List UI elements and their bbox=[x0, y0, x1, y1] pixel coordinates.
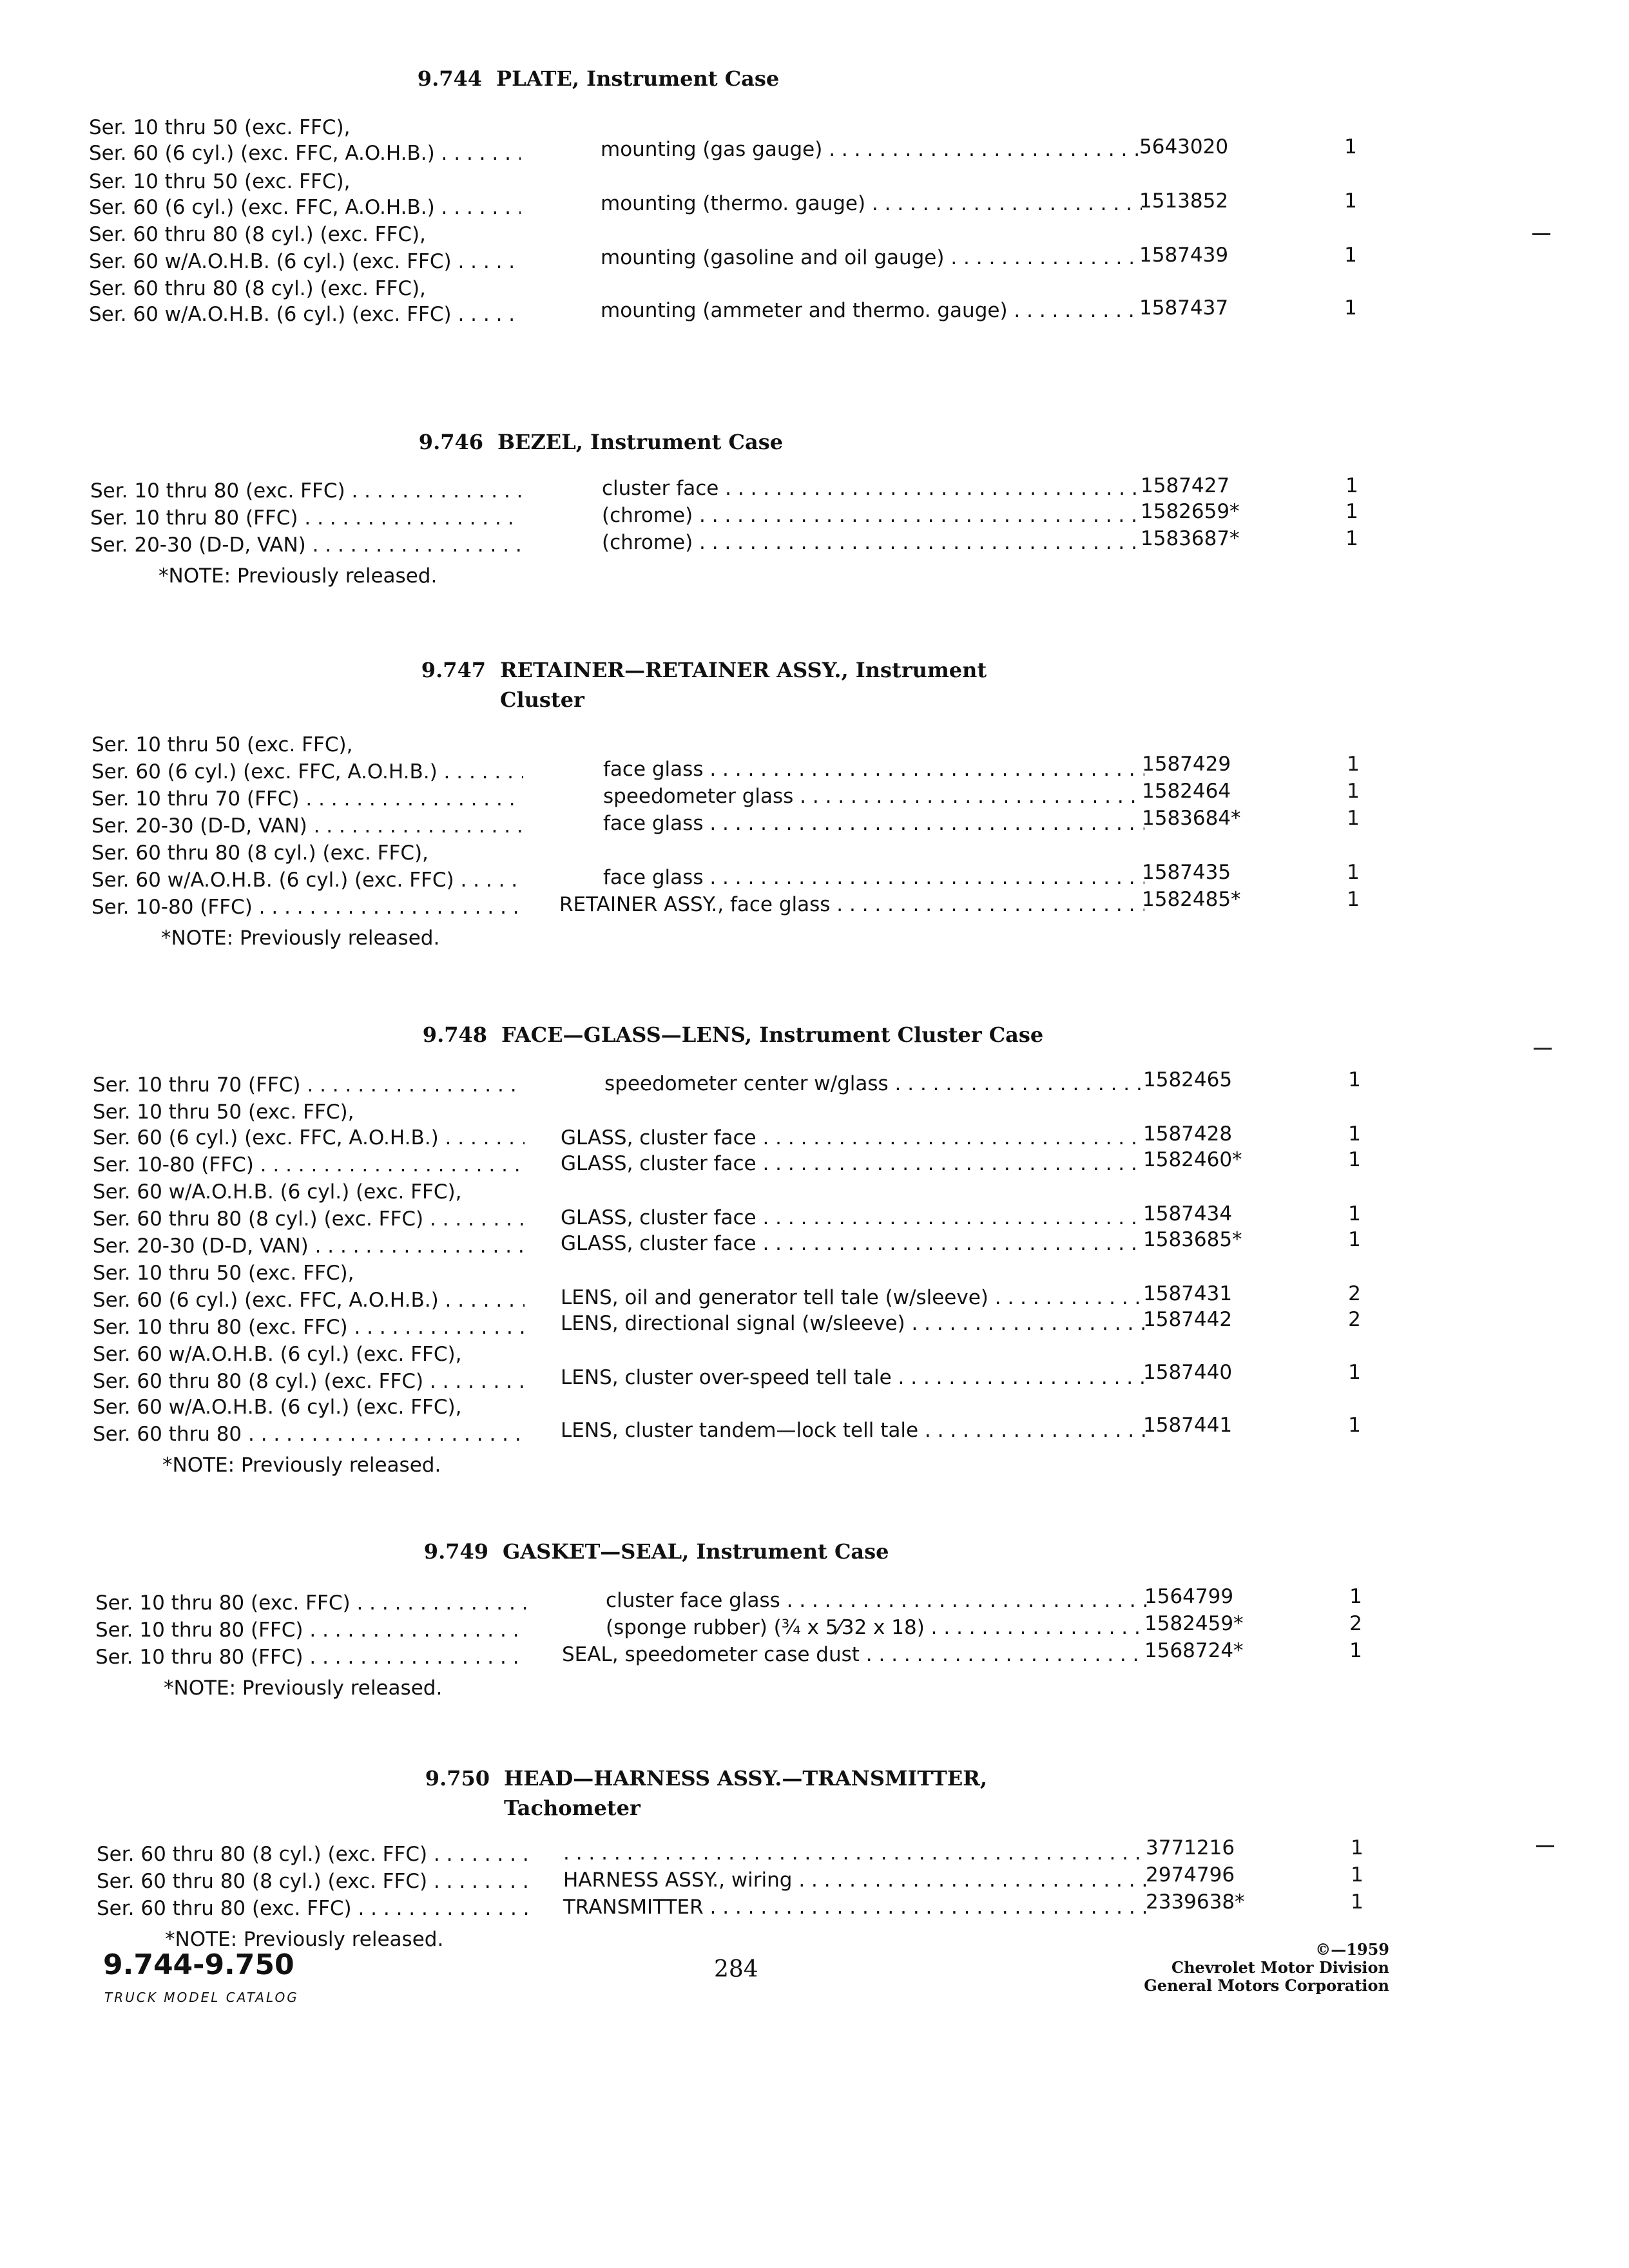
applicability-line: Ser. 10 thru 80 (exc. FFC) . . . bbox=[93, 1314, 525, 1340]
part-quantity: 1 bbox=[1344, 296, 1357, 320]
footnote: *NOTE: Previously released. bbox=[165, 1928, 444, 1951]
part-number: 2974796 bbox=[1146, 1863, 1235, 1887]
part-quantity: 1 bbox=[1349, 1585, 1362, 1608]
part-number: 2339638* bbox=[1146, 1890, 1245, 1914]
part-number: 1587442 bbox=[1143, 1308, 1233, 1331]
part-number: 3771216 bbox=[1146, 1836, 1235, 1860]
part-description: (sponge rubber) (¾ x 5⁄32 x 18) . . . bbox=[606, 1615, 1147, 1640]
applicability-line: Ser. 60 (6 cyl.) (exc. FFC, A.O.H.B.) . . . bbox=[89, 140, 521, 166]
applicability-line: Ser. 10 thru 80 (FFC) . . . bbox=[95, 1617, 527, 1643]
copyright: ©—1959 bbox=[1315, 1940, 1389, 1959]
part-description bbox=[563, 1840, 1148, 1866]
part-description: face glass . . . bbox=[603, 811, 1144, 836]
section-title: RETAINER—RETAINER ASSY., Instrument bbox=[500, 658, 987, 682]
corporation-name: General Motors Corporation bbox=[1144, 1976, 1389, 1995]
applicability-line: Ser. 60 (6 cyl.) (exc. FFC, A.O.H.B.) . . . bbox=[93, 1287, 525, 1313]
applicability-line: Ser. 10-80 (FFC) . . . bbox=[92, 894, 523, 920]
part-quantity: 1 bbox=[1348, 1361, 1361, 1384]
section-number: 9.746 bbox=[418, 430, 483, 454]
part-number: 1587441 bbox=[1143, 1414, 1233, 1437]
applicability-line: Ser. 60 thru 80 (8 cyl.) (exc. FFC), bbox=[89, 277, 426, 300]
part-number: 1582465 bbox=[1143, 1068, 1233, 1091]
part-description: mounting (ammeter and thermo. gauge) . . . bbox=[601, 298, 1142, 323]
part-quantity: 1 bbox=[1345, 500, 1358, 523]
part-description: (chrome) . . . bbox=[602, 530, 1143, 555]
applicability-line: Ser. 60 thru 80 . . . bbox=[93, 1421, 525, 1447]
part-number: 1587439 bbox=[1139, 244, 1229, 267]
section-title: BEZEL, Instrument Case bbox=[497, 430, 784, 454]
applicability-line: Ser. 60 w/A.O.H.B. (6 cyl.) (exc. FFC) . . . bbox=[89, 302, 521, 327]
part-number: 1568724* bbox=[1144, 1639, 1244, 1662]
applicability-line: Ser. 10 thru 70 (FFC) . . . bbox=[93, 1072, 525, 1098]
part-description: GLASS, cluster face . . . bbox=[561, 1205, 1146, 1231]
applicability-line: Ser. 10-80 (FFC) . . . bbox=[93, 1152, 525, 1178]
part-description: cluster face glass . . . bbox=[606, 1588, 1147, 1613]
part-quantity: 1 bbox=[1344, 135, 1357, 159]
applicability-line: Ser. 10 thru 50 (exc. FFC), bbox=[89, 116, 351, 139]
part-description: GLASS, cluster face . . . bbox=[561, 1231, 1146, 1256]
part-quantity: 2 bbox=[1349, 1612, 1362, 1635]
applicability-line: Ser. 60 thru 80 (8 cyl.) (exc. FFC) . . . bbox=[97, 1841, 528, 1867]
applicability-line: Ser. 10 thru 80 (FFC) . . . bbox=[90, 505, 522, 531]
part-quantity: 1 bbox=[1349, 1639, 1362, 1662]
section-title: GASKET—SEAL, Instrument Case bbox=[503, 1539, 889, 1564]
part-quantity: 1 bbox=[1351, 1890, 1364, 1914]
section-title: FACE—GLASS—LENS, Instrument Cluster Case bbox=[501, 1023, 1044, 1047]
part-number: 1587435 bbox=[1142, 861, 1231, 884]
part-description: LENS, cluster over-speed tell tale . . . bbox=[561, 1365, 1146, 1390]
footnote: *NOTE: Previously released. bbox=[161, 927, 440, 950]
applicability-line: Ser. 60 w/A.O.H.B. (6 cyl.) (exc. FFC) . . . bbox=[89, 249, 521, 274]
part-number: 1587427 bbox=[1141, 474, 1230, 497]
part-quantity: 1 bbox=[1347, 807, 1360, 830]
part-description: cluster face . . . bbox=[602, 476, 1143, 501]
footnote: *NOTE: Previously released. bbox=[164, 1677, 443, 1700]
scan-mark bbox=[1534, 1048, 1552, 1050]
part-number: 1587437 bbox=[1139, 296, 1229, 320]
section-number: 9.747 bbox=[421, 658, 486, 682]
part-quantity: 1 bbox=[1345, 527, 1358, 550]
part-description: TRANSMITTER . . . bbox=[563, 1894, 1148, 1920]
part-description: speedometer glass . . . bbox=[603, 783, 1144, 809]
part-number: 1582460* bbox=[1143, 1148, 1242, 1171]
part-quantity: 1 bbox=[1351, 1836, 1364, 1860]
scan-mark bbox=[1532, 233, 1550, 235]
part-quantity: 2 bbox=[1348, 1282, 1361, 1305]
part-description: mounting (thermo. gauge) . . . bbox=[601, 191, 1142, 216]
part-number: 1513852 bbox=[1139, 189, 1229, 213]
part-number: 1583684* bbox=[1142, 807, 1241, 830]
part-description: GLASS, cluster face . . . bbox=[561, 1125, 1146, 1151]
applicability-line: Ser. 10 thru 50 (exc. FFC), bbox=[92, 733, 353, 756]
part-quantity: 1 bbox=[1348, 1122, 1361, 1146]
applicability-line: Ser. 60 thru 80 (exc. FFC) . . . bbox=[97, 1896, 528, 1921]
applicability-line: Ser. 60 thru 80 (8 cyl.) (exc. FFC) . . . bbox=[93, 1206, 525, 1232]
part-number: 1582459* bbox=[1144, 1612, 1244, 1635]
section-title: PLATE, Instrument Case bbox=[496, 66, 780, 91]
part-description: face glass . . . bbox=[603, 756, 1144, 782]
section-number: 9.749 bbox=[423, 1539, 488, 1564]
part-quantity: 2 bbox=[1348, 1308, 1361, 1331]
page-number: 284 bbox=[714, 1956, 758, 1983]
part-number: 1582659* bbox=[1141, 500, 1240, 523]
part-quantity: 1 bbox=[1347, 780, 1360, 803]
applicability-line: Ser. 60 (6 cyl.) (exc. FFC, A.O.H.B.) . . . bbox=[92, 759, 523, 785]
applicability-line: Ser. 10 thru 50 (exc. FFC), bbox=[89, 170, 351, 193]
section-number: 9.748 bbox=[422, 1023, 487, 1047]
applicability-line: Ser. 10 thru 70 (FFC) . . . bbox=[92, 786, 523, 812]
part-quantity: 1 bbox=[1347, 861, 1360, 884]
part-description: SEAL, speedometer case dust . . . bbox=[562, 1642, 1147, 1667]
part-number: 1587428 bbox=[1143, 1122, 1233, 1146]
applicability-line: Ser. 20-30 (D-D, VAN) . . . bbox=[92, 813, 523, 839]
publisher-block bbox=[1057, 1941, 1389, 1995]
applicability-line: Ser. 60 thru 80 (8 cyl.) (exc. FFC), bbox=[89, 223, 426, 246]
part-quantity: 1 bbox=[1348, 1148, 1361, 1171]
applicability-line: Ser. 60 thru 80 (8 cyl.) (exc. FFC) . . . bbox=[93, 1369, 525, 1394]
applicability-line: Ser. 10 thru 80 (exc. FFC) . . . bbox=[90, 478, 522, 504]
applicability-line: Ser. 60 w/A.O.H.B. (6 cyl.) (exc. FFC), bbox=[93, 1343, 462, 1366]
applicability-line: Ser. 60 w/A.O.H.B. (6 cyl.) (exc. FFC), bbox=[93, 1180, 462, 1204]
footnote: *NOTE: Previously released. bbox=[162, 1454, 441, 1477]
part-number: 1587434 bbox=[1143, 1202, 1233, 1225]
part-description: LENS, cluster tandem—lock tell tale . . . bbox=[561, 1418, 1146, 1443]
part-quantity: 1 bbox=[1348, 1228, 1361, 1251]
section-range: 9.744-9.750 bbox=[103, 1948, 294, 1981]
part-quantity: 1 bbox=[1348, 1068, 1361, 1091]
part-description: face glass . . . bbox=[603, 865, 1144, 890]
applicability-line: Ser. 10 thru 50 (exc. FFC), bbox=[93, 1100, 354, 1124]
applicability-line: Ser. 20-30 (D-D, VAN) . . . bbox=[90, 532, 522, 558]
part-number: 1587431 bbox=[1143, 1282, 1233, 1305]
applicability-line: Ser. 60 w/A.O.H.B. (6 cyl.) (exc. FFC), bbox=[93, 1396, 462, 1419]
part-quantity: 1 bbox=[1351, 1863, 1364, 1887]
applicability-line: Ser. 10 thru 50 (exc. FFC), bbox=[93, 1262, 354, 1285]
section-title-continued: Cluster bbox=[500, 687, 584, 712]
section-number: 9.750 bbox=[425, 1766, 490, 1791]
part-description: LENS, directional signal (w/sleeve) . . . bbox=[561, 1311, 1146, 1336]
part-description: HARNESS ASSY., wiring . . . bbox=[563, 1867, 1148, 1893]
part-description: speedometer center w/glass . . . bbox=[604, 1071, 1146, 1097]
part-quantity: 1 bbox=[1348, 1414, 1361, 1437]
applicability-line: Ser. 60 thru 80 (8 cyl.) (exc. FFC) . . . bbox=[97, 1869, 528, 1894]
applicability-line: Ser. 60 (6 cyl.) (exc. FFC, A.O.H.B.) . . . bbox=[89, 195, 521, 220]
scan-mark bbox=[1536, 1845, 1554, 1847]
part-quantity: 1 bbox=[1347, 888, 1360, 911]
applicability-line: Ser. 20-30 (D-D, VAN) . . . bbox=[93, 1233, 525, 1259]
part-description: GLASS, cluster face . . . bbox=[561, 1151, 1146, 1177]
part-quantity: 1 bbox=[1347, 753, 1360, 776]
part-number: 1564799 bbox=[1144, 1585, 1234, 1608]
applicability-line: Ser. 10 thru 80 (FFC) . . . bbox=[95, 1644, 527, 1670]
section-number: 9.744 bbox=[417, 66, 482, 91]
part-quantity: 1 bbox=[1345, 474, 1358, 497]
part-description: mounting (gas gauge) . . . bbox=[601, 137, 1142, 162]
part-number: 1587440 bbox=[1143, 1361, 1233, 1384]
part-quantity: 1 bbox=[1344, 189, 1357, 213]
part-description: RETAINER ASSY., face glass . . . bbox=[559, 892, 1144, 918]
part-description: (chrome) . . . bbox=[602, 503, 1143, 528]
part-number: 1587429 bbox=[1142, 753, 1231, 776]
footnote: *NOTE: Previously released. bbox=[159, 564, 438, 588]
applicability-line: Ser. 10 thru 80 (exc. FFC) . . . bbox=[95, 1590, 527, 1616]
part-number: 1582464 bbox=[1142, 780, 1231, 803]
section-title: HEAD—HARNESS ASSY.—TRANSMITTER, bbox=[504, 1766, 987, 1791]
part-number: 5643020 bbox=[1139, 135, 1229, 159]
applicability-line: Ser. 60 w/A.O.H.B. (6 cyl.) (exc. FFC) . . . bbox=[92, 867, 523, 893]
part-description: mounting (gasoline and oil gauge) . . . bbox=[601, 245, 1142, 271]
catalog-name: TRUCK MODEL CATALOG bbox=[104, 1990, 299, 2005]
part-description: LENS, oil and generator tell tale (w/sleeve) . . . bbox=[561, 1285, 1146, 1311]
part-number: 1583687* bbox=[1141, 527, 1240, 550]
part-number: 1583685* bbox=[1143, 1228, 1242, 1251]
part-number: 1582485* bbox=[1142, 888, 1241, 911]
division-name: Chevrolet Motor Division bbox=[1171, 1958, 1389, 1977]
section-title-continued: Tachometer bbox=[504, 1796, 641, 1820]
applicability-line: Ser. 60 (6 cyl.) (exc. FFC, A.O.H.B.) . . . bbox=[93, 1125, 525, 1151]
part-quantity: 1 bbox=[1348, 1202, 1361, 1225]
part-quantity: 1 bbox=[1344, 244, 1357, 267]
applicability-line: Ser. 60 thru 80 (8 cyl.) (exc. FFC), bbox=[92, 841, 429, 865]
